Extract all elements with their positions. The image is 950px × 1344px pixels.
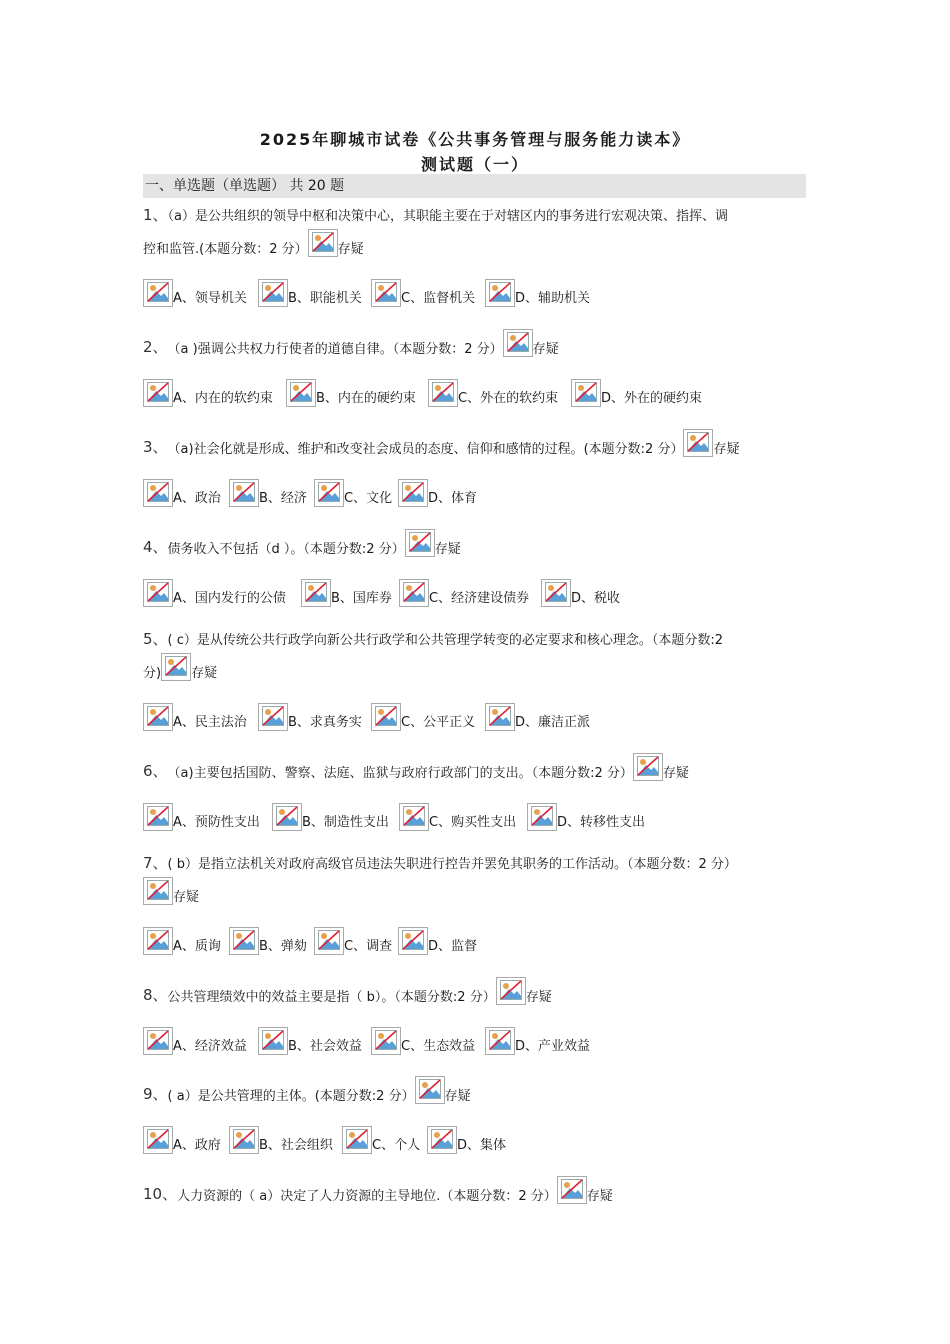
option-label: C、文化 bbox=[344, 491, 393, 506]
option-row bbox=[143, 1025, 808, 1055]
option-item[interactable] bbox=[399, 579, 529, 607]
option-row bbox=[143, 577, 808, 607]
mark-doubt-label[interactable]: 存疑 bbox=[173, 890, 200, 905]
mark-doubt-label[interactable]: 存疑 bbox=[434, 542, 461, 557]
option-item[interactable] bbox=[229, 1126, 333, 1154]
broken-image-icon bbox=[308, 229, 338, 257]
question-text-cont bbox=[143, 653, 808, 681]
radio-image-icon bbox=[527, 803, 557, 831]
option-label: B、社会组织 bbox=[259, 1138, 333, 1153]
question-stem: 人力资源的（ a）决定了人力资源的主导地位.（本题分数：2 分） bbox=[177, 1189, 557, 1204]
option-item[interactable] bbox=[229, 927, 307, 955]
option-label: B、国库券 bbox=[331, 591, 392, 606]
radio-image-icon bbox=[229, 927, 259, 955]
radio-image-icon bbox=[314, 927, 344, 955]
broken-image-icon bbox=[557, 1176, 587, 1204]
radio-image-icon bbox=[143, 803, 173, 831]
radio-image-icon bbox=[301, 579, 331, 607]
option-item[interactable] bbox=[398, 479, 477, 507]
option-label: B、社会效益 bbox=[288, 1039, 362, 1054]
question-number: 9、 bbox=[143, 1085, 168, 1103]
mark-doubt-label[interactable]: 存疑 bbox=[713, 442, 740, 457]
option-label: A、国内发行的公债 bbox=[173, 591, 286, 606]
radio-image-icon bbox=[371, 279, 401, 307]
option-item[interactable] bbox=[342, 1126, 420, 1154]
radio-image-icon bbox=[485, 1027, 515, 1055]
option-item[interactable] bbox=[314, 479, 392, 507]
question-stem: 公共管理绩效中的效益主要是指（ b）。（本题分数:2 分） bbox=[167, 990, 496, 1005]
question-text bbox=[143, 204, 808, 225]
mark-doubt-label[interactable]: 存疑 bbox=[662, 766, 689, 781]
broken-image-icon bbox=[415, 1076, 445, 1104]
option-item[interactable] bbox=[399, 803, 516, 831]
option-label: B、弹劾 bbox=[259, 939, 307, 954]
option-label: A、质询 bbox=[173, 939, 221, 954]
option-item[interactable] bbox=[258, 279, 362, 307]
option-item[interactable] bbox=[485, 1027, 590, 1055]
option-label: D、产业效益 bbox=[515, 1039, 591, 1054]
option-item[interactable] bbox=[541, 579, 620, 607]
broken-image-icon bbox=[143, 877, 173, 905]
question-number: 2、 bbox=[143, 338, 168, 356]
question-text bbox=[143, 1076, 808, 1104]
option-item[interactable] bbox=[143, 279, 247, 307]
option-row bbox=[143, 701, 808, 731]
radio-image-icon bbox=[485, 703, 515, 731]
question-text bbox=[143, 1176, 808, 1204]
radio-image-icon bbox=[143, 927, 173, 955]
mark-doubt-label[interactable]: 存疑 bbox=[586, 1189, 613, 1204]
option-label: D、廉洁正派 bbox=[515, 715, 591, 730]
option-label: B、经济 bbox=[259, 491, 307, 506]
question-stem: （a)主要包括国防、警察、法庭、监狱与政府行政部门的支出。（本题分数:2 分） bbox=[167, 766, 633, 781]
question-number: 4、 bbox=[143, 538, 168, 556]
option-label: D、外在的硬约束 bbox=[601, 391, 703, 406]
option-label: D、体育 bbox=[428, 491, 478, 506]
option-item[interactable] bbox=[485, 279, 590, 307]
option-label: D、集体 bbox=[457, 1138, 507, 1153]
option-item[interactable] bbox=[143, 803, 260, 831]
option-label: C、调查 bbox=[344, 939, 393, 954]
radio-image-icon bbox=[314, 479, 344, 507]
option-item[interactable] bbox=[485, 703, 590, 731]
question-text-cont bbox=[143, 229, 808, 257]
question-number: 6、 bbox=[143, 762, 168, 780]
option-row bbox=[143, 925, 808, 955]
option-row bbox=[143, 277, 808, 307]
option-row bbox=[143, 1124, 808, 1154]
radio-image-icon bbox=[399, 579, 429, 607]
question-stem-cont: 分) bbox=[143, 666, 162, 681]
option-item[interactable] bbox=[314, 927, 392, 955]
option-label: D、辅助机关 bbox=[515, 291, 591, 306]
radio-image-icon bbox=[258, 703, 288, 731]
option-item[interactable] bbox=[286, 379, 416, 407]
radio-image-icon bbox=[371, 1027, 401, 1055]
broken-image-icon bbox=[633, 753, 663, 781]
mark-doubt-label[interactable]: 存疑 bbox=[337, 242, 364, 257]
option-item[interactable] bbox=[229, 479, 307, 507]
radio-image-icon bbox=[427, 1126, 457, 1154]
mark-doubt-label[interactable]: 存疑 bbox=[444, 1089, 471, 1104]
question-stem: ( c）是从传统公共行政学向新公共行政学和公共管理学转变的必定要求和核心理念。（本题分数:2 bbox=[167, 633, 724, 648]
radio-image-icon bbox=[143, 279, 173, 307]
radio-image-icon bbox=[371, 703, 401, 731]
doc-title: 2025年聊城市试卷《公共事务管理与服务能力读本》 bbox=[259, 130, 691, 149]
option-label: C、生态效益 bbox=[401, 1039, 476, 1054]
radio-image-icon bbox=[272, 803, 302, 831]
option-label: A、政治 bbox=[173, 491, 221, 506]
option-label: D、转移性支出 bbox=[557, 815, 646, 830]
option-item[interactable] bbox=[143, 1126, 221, 1154]
radio-image-icon bbox=[143, 1126, 173, 1154]
question-stem: 债务收入不包括（d ）。（本题分数:2 分） bbox=[167, 542, 405, 557]
question-text bbox=[143, 753, 808, 781]
question-stem: （a)社会化就是形成、维护和改变社会成员的态度、信仰和感情的过程。(本题分数:2 分） bbox=[167, 442, 684, 457]
section-header: 一、单选题（单选题） 共 20 题 bbox=[143, 174, 806, 198]
option-label: C、个人 bbox=[372, 1138, 421, 1153]
radio-image-icon bbox=[485, 279, 515, 307]
option-item[interactable] bbox=[258, 1027, 362, 1055]
option-label: A、民主法治 bbox=[173, 715, 247, 730]
option-label: B、制造性支出 bbox=[302, 815, 389, 830]
option-label: B、求真务实 bbox=[288, 715, 362, 730]
option-item[interactable] bbox=[143, 1027, 247, 1055]
option-label: D、税收 bbox=[571, 591, 621, 606]
radio-image-icon bbox=[398, 927, 428, 955]
question-stem: （a )强调公共权力行使者的道德自律。（本题分数：2 分） bbox=[167, 342, 503, 357]
option-label: C、经济建设债券 bbox=[429, 591, 530, 606]
question-stem-cont: 控和监管.(本题分数：2 分） bbox=[143, 242, 308, 257]
radio-image-icon bbox=[428, 379, 458, 407]
radio-image-icon bbox=[229, 479, 259, 507]
option-item[interactable] bbox=[398, 927, 477, 955]
option-label: A、政府 bbox=[173, 1138, 221, 1153]
question-number: 3、 bbox=[143, 438, 168, 456]
doc-subtitle: 测试题（一） bbox=[420, 155, 529, 174]
mark-doubt-label[interactable]: 存疑 bbox=[525, 990, 552, 1005]
question-text bbox=[143, 529, 808, 557]
option-item[interactable] bbox=[143, 479, 221, 507]
radio-image-icon bbox=[143, 579, 173, 607]
question-text bbox=[143, 977, 808, 1005]
option-label: B、职能机关 bbox=[288, 291, 362, 306]
question-text bbox=[143, 852, 808, 873]
radio-image-icon bbox=[399, 803, 429, 831]
question-number: 10、 bbox=[143, 1185, 178, 1203]
option-row bbox=[143, 477, 808, 507]
broken-image-icon bbox=[496, 977, 526, 1005]
broken-image-icon bbox=[503, 329, 533, 357]
option-item[interactable] bbox=[371, 279, 475, 307]
mark-doubt-label[interactable]: 存疑 bbox=[191, 666, 218, 681]
option-item[interactable] bbox=[427, 1126, 506, 1154]
radio-image-icon bbox=[229, 1126, 259, 1154]
broken-image-icon bbox=[161, 653, 191, 681]
radio-image-icon bbox=[258, 279, 288, 307]
broken-image-icon bbox=[683, 429, 713, 457]
option-item[interactable] bbox=[143, 379, 273, 407]
option-label: B、内在的硬约束 bbox=[316, 391, 416, 406]
option-item[interactable] bbox=[143, 579, 286, 607]
option-item[interactable] bbox=[143, 703, 247, 731]
option-label: C、公平正义 bbox=[401, 715, 476, 730]
question-stem: （a）是公共组织的领导中枢和决策中心，其职能主要在于对辖区内的事务进行宏观决策、指挥、调 bbox=[167, 209, 729, 224]
option-label: A、预防性支出 bbox=[173, 815, 260, 830]
question-text bbox=[143, 628, 808, 649]
option-label: D、监督 bbox=[428, 939, 478, 954]
option-item[interactable] bbox=[272, 803, 389, 831]
question-stem: ( a）是公共管理的主体。(本题分数:2 分） bbox=[167, 1089, 415, 1104]
radio-image-icon bbox=[143, 479, 173, 507]
option-item[interactable] bbox=[143, 927, 221, 955]
question-number: 1、 bbox=[143, 206, 168, 224]
option-label: A、经济效益 bbox=[173, 1039, 247, 1054]
question-text bbox=[143, 429, 808, 457]
question-text-cont bbox=[143, 877, 808, 905]
option-label: A、内在的软约束 bbox=[173, 391, 273, 406]
option-item[interactable] bbox=[258, 703, 362, 731]
radio-image-icon bbox=[143, 703, 173, 731]
question-stem: ( b）是指立法机关对政府高级官员违法失职进行控告并罢免其职务的工作活动。（本题分数：2 分） bbox=[167, 857, 737, 872]
option-row bbox=[143, 801, 808, 831]
radio-image-icon bbox=[143, 1027, 173, 1055]
option-label: C、购买性支出 bbox=[429, 815, 517, 830]
option-item[interactable] bbox=[428, 379, 558, 407]
option-label: C、外在的软约束 bbox=[458, 391, 559, 406]
radio-image-icon bbox=[541, 579, 571, 607]
radio-image-icon bbox=[258, 1027, 288, 1055]
option-label: C、监督机关 bbox=[401, 291, 476, 306]
option-item[interactable] bbox=[371, 703, 475, 731]
option-item[interactable] bbox=[371, 1027, 475, 1055]
radio-image-icon bbox=[342, 1126, 372, 1154]
radio-image-icon bbox=[398, 479, 428, 507]
broken-image-icon bbox=[405, 529, 435, 557]
radio-image-icon bbox=[286, 379, 316, 407]
question-number: 8、 bbox=[143, 986, 168, 1004]
option-label: A、领导机关 bbox=[173, 291, 247, 306]
option-item[interactable] bbox=[527, 803, 645, 831]
option-item[interactable] bbox=[571, 379, 702, 407]
question-text bbox=[143, 329, 808, 357]
option-row bbox=[143, 377, 808, 407]
radio-image-icon bbox=[571, 379, 601, 407]
radio-image-icon bbox=[143, 379, 173, 407]
question-number: 5、 bbox=[143, 630, 168, 648]
question-number: 7、 bbox=[143, 854, 168, 872]
mark-doubt-label[interactable]: 存疑 bbox=[532, 342, 559, 357]
option-item[interactable] bbox=[301, 579, 392, 607]
